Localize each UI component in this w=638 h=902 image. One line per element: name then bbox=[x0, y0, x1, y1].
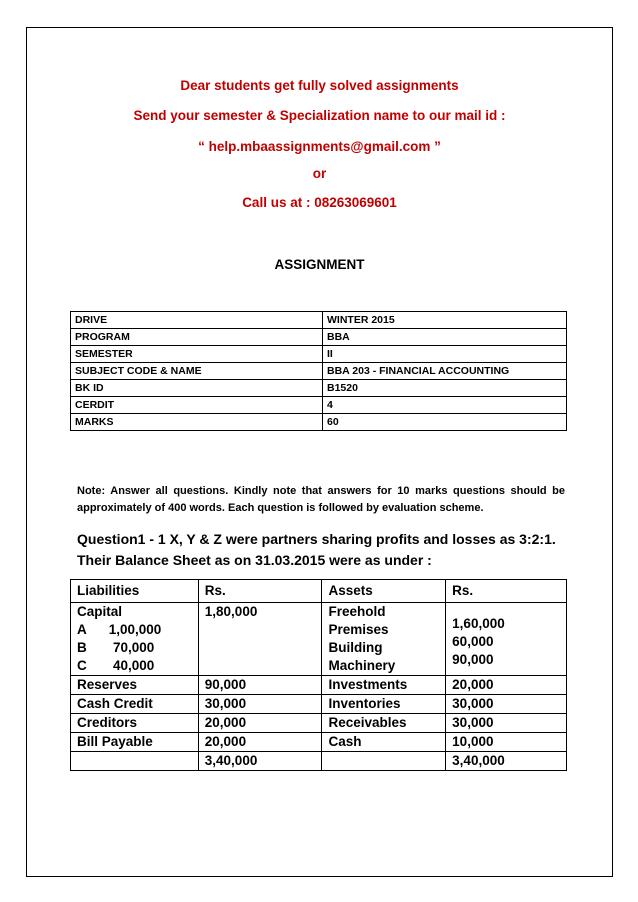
info-label: DRIVE bbox=[71, 312, 323, 329]
total-assets: 3,40,000 bbox=[446, 752, 567, 771]
header-rs: Rs. bbox=[198, 580, 322, 603]
info-value: 4 bbox=[323, 397, 567, 414]
info-row bbox=[71, 397, 567, 414]
info-row bbox=[71, 312, 567, 329]
info-label: MARKS bbox=[71, 414, 323, 431]
amount-machinery: 90,000 bbox=[452, 652, 494, 667]
info-value: WINTER 2015 bbox=[323, 312, 567, 329]
asset-amount: 30,000 bbox=[446, 695, 567, 714]
info-row bbox=[71, 346, 567, 363]
asset-amount: 20,000 bbox=[446, 676, 567, 695]
promo-phone: Call us at : 08263069601 bbox=[242, 195, 397, 210]
liability-name: Cash Credit bbox=[71, 695, 199, 714]
asset-freehold: Freehold bbox=[328, 604, 386, 619]
fixed-assets-cell bbox=[322, 603, 446, 676]
liability-name: Reserves bbox=[71, 676, 199, 695]
header-assets: Assets bbox=[322, 580, 446, 603]
info-label: SEMESTER bbox=[71, 346, 323, 363]
info-value: II bbox=[323, 346, 567, 363]
asset-amount: 10,000 bbox=[446, 733, 567, 752]
note-text: Note: Answer all questions. Kindly note that answers for 10 marks questions should be approximately of 400 words. Each question is followed by evaluation scheme. bbox=[77, 485, 565, 514]
asset-amount: 30,000 bbox=[446, 714, 567, 733]
assignment-heading: ASSIGNMENT bbox=[274, 257, 365, 272]
capital-row bbox=[71, 603, 567, 676]
capital-label: Capital bbox=[77, 604, 123, 619]
liability-amount: 30,000 bbox=[198, 695, 322, 714]
balance-sheet-header bbox=[71, 580, 567, 603]
asset-premises: Premises bbox=[328, 622, 389, 637]
info-label: BK ID bbox=[71, 380, 323, 397]
asset-name: Investments bbox=[322, 676, 446, 695]
table-row bbox=[71, 695, 567, 714]
asset-building: Building bbox=[328, 640, 383, 655]
info-row bbox=[71, 380, 567, 397]
total-blank bbox=[322, 752, 446, 771]
question-text: Question1 - 1 X, Y & Z were partners sharing profits and losses as 3:2:1. Their Balance Sheet as on 31.03.2015 were as under : bbox=[77, 531, 556, 568]
info-label: SUBJECT CODE & NAME bbox=[71, 363, 323, 380]
balance-sheet-table bbox=[70, 579, 567, 771]
info-value: 60 bbox=[323, 414, 567, 431]
total-blank bbox=[71, 752, 199, 771]
promo-or: or bbox=[312, 166, 327, 181]
promo-line-2: Send your semester & Specialization name to our mail id : bbox=[133, 108, 506, 123]
info-row bbox=[71, 363, 567, 380]
info-value: BBA bbox=[323, 329, 567, 346]
capital-cell bbox=[71, 603, 199, 676]
liability-name: Bill Payable bbox=[71, 733, 199, 752]
promo-line-1: Dear students get fully solved assignments bbox=[180, 78, 459, 93]
partner-b: B 70,000 bbox=[77, 640, 155, 655]
table-row bbox=[71, 676, 567, 695]
asset-name: Receivables bbox=[322, 714, 446, 733]
liability-amount: 20,000 bbox=[198, 714, 322, 733]
amount-building: 60,000 bbox=[452, 634, 494, 649]
asset-name: Inventories bbox=[322, 695, 446, 714]
assignment-info-table bbox=[70, 311, 567, 431]
promo-email: “ help.mbaassignments@gmail.com ” bbox=[198, 139, 441, 154]
capital-amount: 1,80,000 bbox=[198, 603, 322, 676]
totals-row bbox=[71, 752, 567, 771]
total-liabilities: 3,40,000 bbox=[198, 752, 322, 771]
header-rs: Rs. bbox=[446, 580, 567, 603]
header-liabilities: Liabilities bbox=[71, 580, 199, 603]
table-row bbox=[71, 733, 567, 752]
partner-a: A 1,00,000 bbox=[77, 622, 162, 637]
partner-c: C 40,000 bbox=[77, 658, 155, 673]
info-value: B1520 bbox=[323, 380, 567, 397]
liability-amount: 90,000 bbox=[198, 676, 322, 695]
asset-name: Cash bbox=[322, 733, 446, 752]
asset-machinery: Machinery bbox=[328, 658, 396, 673]
info-value: BBA 203 - FINANCIAL ACCOUNTING bbox=[323, 363, 567, 380]
info-row bbox=[71, 414, 567, 431]
liability-name: Creditors bbox=[71, 714, 199, 733]
info-label: CERDIT bbox=[71, 397, 323, 414]
table-row bbox=[71, 714, 567, 733]
info-row bbox=[71, 329, 567, 346]
info-label: PROGRAM bbox=[71, 329, 323, 346]
liability-amount: 20,000 bbox=[198, 733, 322, 752]
amount-premises: 1,60,000 bbox=[452, 616, 505, 631]
fixed-assets-amounts bbox=[446, 603, 567, 676]
